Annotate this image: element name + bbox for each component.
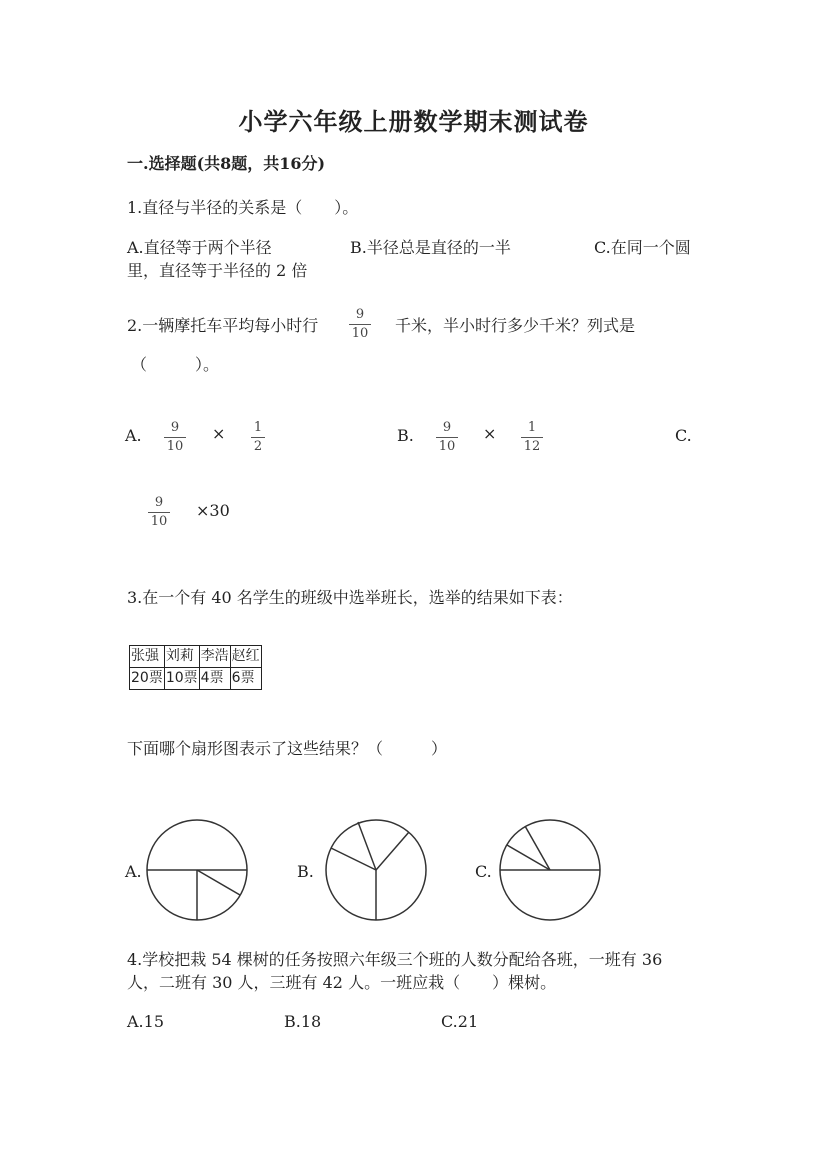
q1-option-c-continued: 里，直径等于半径的 2 倍 (127, 261, 308, 280)
q4-option-b: B.18 (284, 1012, 322, 1031)
q2-stem-continued: 千米，半小时行多少千米？列式是 (395, 316, 636, 335)
q3-option-c-label: C. (475, 862, 492, 881)
table-cell: 张强 (130, 646, 165, 668)
table-cell: 20票 (130, 668, 165, 690)
q4-option-c: C.21 (441, 1012, 479, 1031)
q4-stem-continued: 人，二班有 30 人，三班有 42 人。一班应栽（ ）棵树。 (127, 973, 557, 992)
q3-option-b-pie-chart (323, 818, 429, 922)
vote-table-votes-row (130, 668, 262, 690)
q2-option-b-operator: × (483, 424, 497, 443)
page-title: 小学六年级上册数学期末测试卷 (238, 107, 589, 136)
q4-option-a: A.15 (127, 1012, 164, 1031)
q3-option-b-label: B. (297, 862, 314, 881)
table-cell: 李浩 (199, 646, 230, 668)
q3-option-a-label: A. (125, 862, 142, 881)
vote-table (129, 645, 262, 690)
vote-table-names-row (130, 646, 262, 668)
section-heading: 一.选择题(共8题，共16分) (127, 154, 326, 173)
table-cell: 4票 (199, 668, 230, 690)
q2-option-a-label: A. (125, 426, 142, 445)
q1-option-a: A.直径等于两个半径 (127, 238, 272, 257)
table-cell: 刘莉 (164, 646, 199, 668)
q2-option-a-operator: × (212, 424, 226, 443)
q2-stem: 2.一辆摩托车平均每小时行 (127, 316, 319, 335)
q3-option-a-pie-chart (144, 818, 250, 922)
q3-question: 下面哪个扇形图表示了这些结果？（ ） (127, 739, 448, 758)
q4-stem: 4.学校把栽 54 棵树的任务按照六年级三个班的人数分配给各班，一班有 36 (127, 950, 663, 969)
q1-option-c: C.在同一个圆 (594, 238, 691, 257)
q2-stem-answer-blank: （ ）。 (131, 355, 220, 374)
q2-option-c-tail: ×30 (196, 501, 230, 520)
q1-option-b: B.半径总是直径的一半 (350, 238, 511, 257)
q2-option-b-fraction-2: 1 12 (521, 420, 543, 454)
q2-option-a-fraction-2: 1 2 (251, 420, 265, 454)
q3-option-c-pie-chart (497, 818, 603, 922)
q2-option-b-label: B. (397, 426, 414, 445)
table-cell: 赵红 (230, 646, 261, 668)
q1-stem: 1.直径与半径的关系是（ ）。 (127, 198, 359, 217)
table-cell: 10票 (164, 668, 199, 690)
q2-option-a-fraction-1: 9 10 (164, 420, 186, 454)
q2-stem-fraction: 9 10 (349, 307, 371, 341)
q3-stem: 3.在一个有 40 名学生的班级中选举班长，选举的结果如下表： (127, 588, 573, 607)
q2-option-c-fraction: 9 10 (148, 495, 170, 529)
table-cell: 6票 (230, 668, 261, 690)
q2-option-c-label: C. (675, 426, 692, 445)
q2-option-b-fraction-1: 9 10 (436, 420, 458, 454)
